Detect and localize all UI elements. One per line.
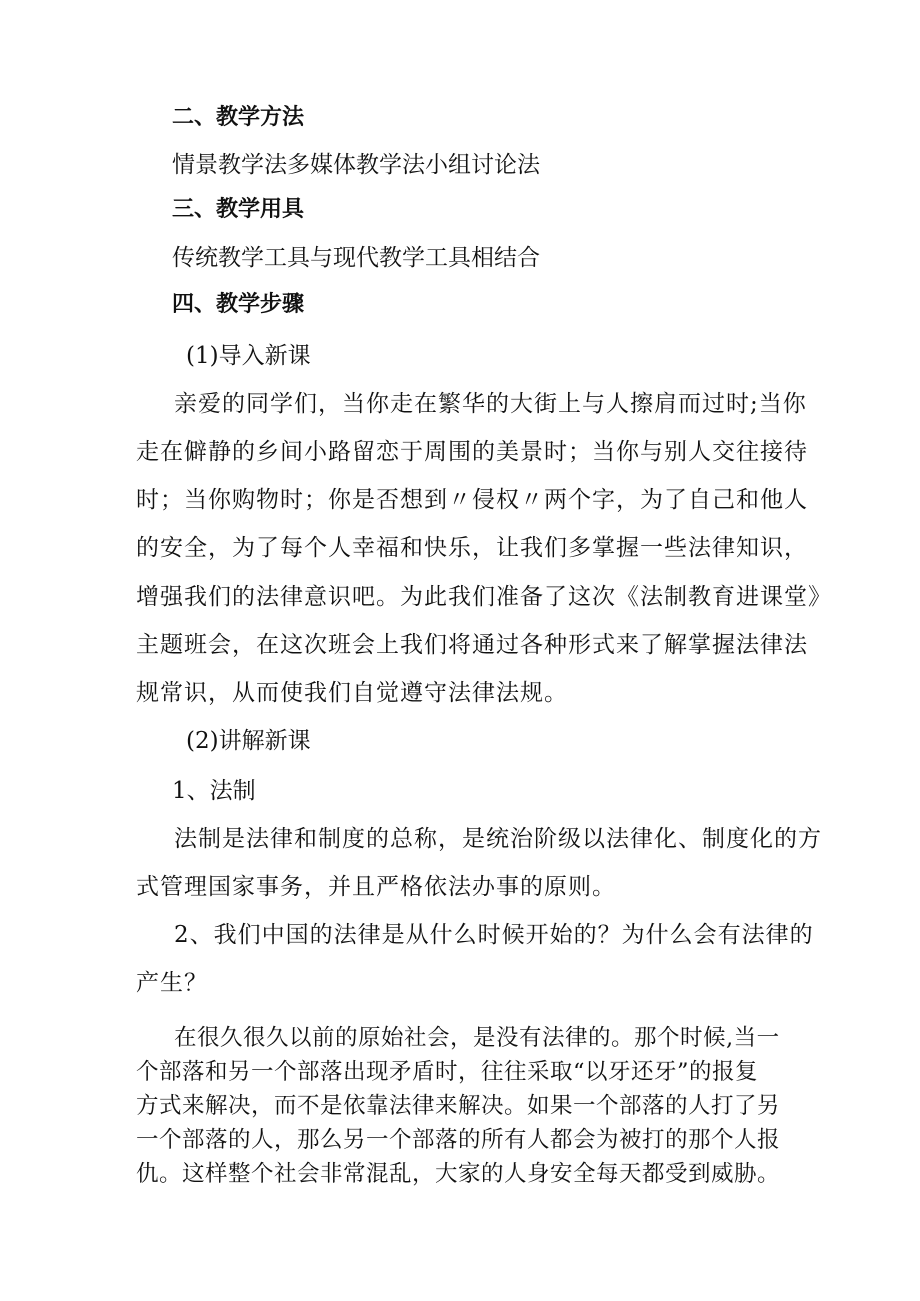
intro-line: 走在僻静的乡间小路留恋于周围的美景时；当你与别人交往接待 <box>136 439 808 465</box>
history-line: 在很久很久以前的原始社会，是没有法律的。那个时候,当一 <box>174 1025 780 1051</box>
item2-line: 产生？ <box>136 970 208 996</box>
intro-line: 增强我们的法律意识吧。为此我们准备了这次《法制教育进课堂》 <box>136 584 832 610</box>
heading-teaching-tools: 三、教学用具 <box>172 197 305 222</box>
heading-teaching-method: 二、教学方法 <box>172 105 305 130</box>
intro-line: 主题班会，在这次班会上我们将通过各种形式来了解掌握法律法 <box>136 632 808 658</box>
history-line: 方式来解决，而不是依靠法律来解决。如果一个部落的人打了另 <box>136 1093 781 1119</box>
intro-line: 规常识，从而使我们自觉遵守法律法规。 <box>136 680 568 706</box>
teaching-method-text: 情景教学法多媒体教学法小组讨论法 <box>172 152 540 178</box>
item2-line: 2、我们中国的法律是从什么时候开始的？为什么会有法律的 <box>174 922 814 948</box>
history-line: 仇。这样整个社会非常混乱，大家的人身安全每天都受到威胁。 <box>136 1161 781 1187</box>
intro-line: 亲爱的同学们，当你走在繁华的大街上与人擦肩而过时;当你 <box>174 391 807 417</box>
item1-line: 法制是法律和制度的总称，是统治阶级以法律化、制度化的方 <box>174 826 822 852</box>
history-line: 一个部落的人，那么另一个部落的所有人都会为被打的那个人报 <box>136 1127 781 1153</box>
item1-line: 式管理国家事务，并且严格依法办事的原则。 <box>136 874 616 900</box>
intro-line: 的安全，为了每个人幸福和快乐，让我们多掌握一些法律知识， <box>136 535 808 561</box>
teaching-tools-text: 传统教学工具与现代教学工具相结合 <box>172 245 540 271</box>
intro-line: 时；当你购物时；你是否想到〃侵权〃两个字，为了自己和他人 <box>136 487 808 513</box>
history-line: 个部落和另一个部落出现矛盾时，往往采取“以牙还牙”的报复 <box>136 1059 759 1085</box>
item1-title: 1、法制 <box>172 778 256 804</box>
step1-title: (1)导入新课 <box>186 343 311 369</box>
step2-title: (2)讲解新课 <box>186 728 311 754</box>
heading-teaching-steps: 四、教学步骤 <box>172 292 305 317</box>
